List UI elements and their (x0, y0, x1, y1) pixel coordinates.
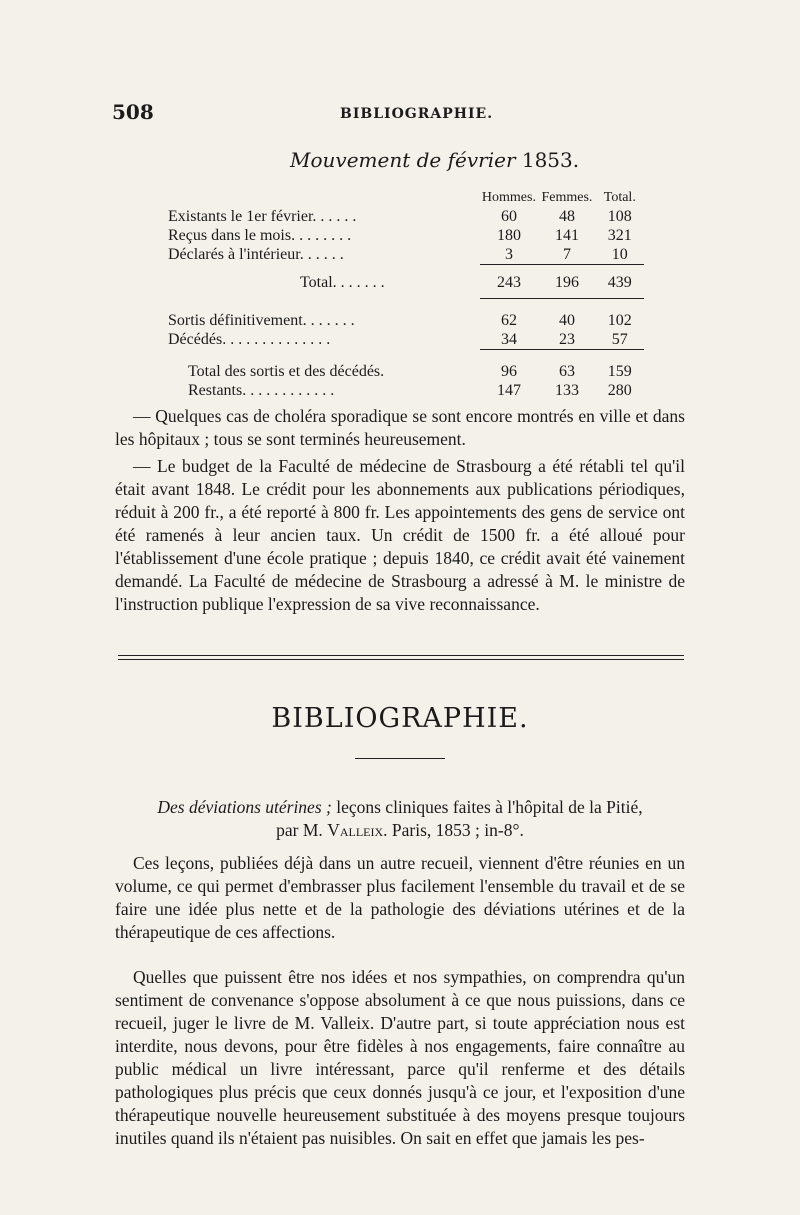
cell-value: 159 (607, 363, 632, 380)
total-row (168, 265, 644, 299)
column-header: Total. (603, 190, 636, 205)
movement-title-text: Mouvement de février (290, 148, 516, 172)
cell-value: 34 (480, 330, 539, 350)
cell-value: 62 (500, 312, 517, 329)
cell-value: 196 (538, 265, 595, 299)
book-title: Des déviations utérines ; (157, 797, 332, 817)
cell-value: 102 (607, 312, 632, 329)
cell-value: 280 (607, 382, 632, 399)
cell-value: 10 (596, 245, 644, 265)
cell-value: 243 (480, 265, 539, 299)
column-header: Hommes. (481, 190, 536, 205)
table-row (168, 207, 644, 226)
cell-value: 63 (558, 363, 575, 380)
cell-value: 96 (500, 363, 517, 380)
row-label: Total des sortis et des décédés. (188, 363, 385, 380)
cholera-paragraph (115, 405, 685, 451)
cell-value: 60 (500, 208, 517, 225)
book-citation (115, 796, 685, 842)
column-header: Femmes. (541, 190, 593, 205)
movement-table (168, 188, 644, 400)
cell-value: 147 (496, 382, 521, 399)
cell-value: 141 (554, 227, 579, 244)
row-label: Existants le 1er février. . . . . . (168, 208, 357, 225)
table-row (168, 226, 644, 245)
page-number: 508 (112, 100, 154, 124)
review-paragraph-1 (115, 852, 685, 944)
book-description: leçons cliniques faites à l'hôpital de la Pitié, (336, 797, 643, 817)
cell-value: 180 (496, 227, 521, 244)
row-label: Déclarés à l'intérieur. . . . . . (168, 246, 344, 264)
cell-value: 23 (538, 330, 595, 350)
review-text-1: Ces leçons, publiées déjà dans un autre recueil, viennent d'être réunies en un volume, ce qui permet d'embrasser plus facilement l'ensemble du travail et de se faire une idée plus nette et de la pathologie des déviations utérines et de la thérapeutique de ces affections. (115, 853, 685, 942)
row-label: Décédés. . . . . . . . . . . . . . (168, 331, 331, 349)
movement-title-year: 1853. (521, 148, 580, 172)
cholera-text: — Quelques cas de choléra sporadique se sont encore montrés en ville et dans les hôpitaux ; tous se sont terminés heureusement. (115, 406, 685, 449)
cell-value: 48 (558, 208, 575, 225)
budget-text: — Le budget de la Faculté de médecine de Strasbourg a été rétabli tel qu'il était avant 1848. Le crédit pour les abonnements aux publications périodiques, réduit à 200 fr., a été reporté à 800 fr. Les appointements des gens de service ont été ramenés à leur ancien taux. Un crédit de 1500 fr. a été alloué pour l'établissement d'une école pratique ; depuis 1840, ce crédit avait été vainement demandé. La Faculté de médecine de Strasbourg a adressé à M. le ministre de l'instruction publique l'expression de sa vive reconnaissance. (115, 456, 685, 614)
budget-paragraph (115, 455, 685, 616)
row-label: Sortis définitivement. . . . . . . (168, 312, 355, 329)
cell-value: 321 (607, 227, 632, 244)
review-paragraph-2 (115, 966, 685, 1150)
row-label: Total. . . . . . . (300, 274, 385, 291)
table-row (168, 311, 644, 330)
cell-value: 133 (554, 382, 579, 399)
table-row (168, 362, 644, 381)
movement-title (290, 148, 579, 172)
running-title: BIBLIOGRAPHIE. (340, 106, 494, 122)
section-heading: BIBLIOGRAPHIE. (271, 703, 529, 734)
table-row (168, 381, 644, 400)
double-rule-top (118, 655, 684, 656)
review-text-2: Quelles que puissent être nos idées et nos sympathies, on comprendra qu'un sentiment de convenance s'oppose absolument à ce que nous puissions, dans ce recueil, juger le livre de M. Valleix. D'autre part, si toute appréciation nous est interdite, nous devons, pour être fidèles à nos engagements, faire connaître au public médical un livre intéressant, parce qu'il renferme et des détails pathologiques plus précis que ceux donnés jusqu'à ce jour, et l'exposition d'une thérapeutique nouvelle heureusement substituée à des moyens presque toujours inutiles quand ils n'étaient pas nuisibles. On sait en effet que jamais les pes- (115, 967, 685, 1148)
cell-value: 108 (607, 208, 632, 225)
cell-value: 3 (480, 245, 539, 265)
row-label: Reçus dans le mois. . . . . . . . (168, 227, 352, 244)
book-publication: . Paris, 1853 ; in-8°. (383, 820, 524, 840)
cell-value: 439 (596, 265, 644, 299)
cell-value: 57 (596, 330, 644, 350)
table-row (168, 330, 644, 350)
double-rule-bottom (118, 659, 684, 660)
table-header-row (168, 188, 644, 207)
cell-value: 40 (558, 312, 575, 329)
table-row (168, 245, 644, 265)
book-author-prefix: par M. (276, 820, 323, 840)
row-label: Restants. . . . . . . . . . . . (188, 382, 335, 399)
cell-value: 7 (538, 245, 595, 265)
book-author: Valleix (327, 820, 384, 840)
heading-divider (355, 758, 445, 759)
